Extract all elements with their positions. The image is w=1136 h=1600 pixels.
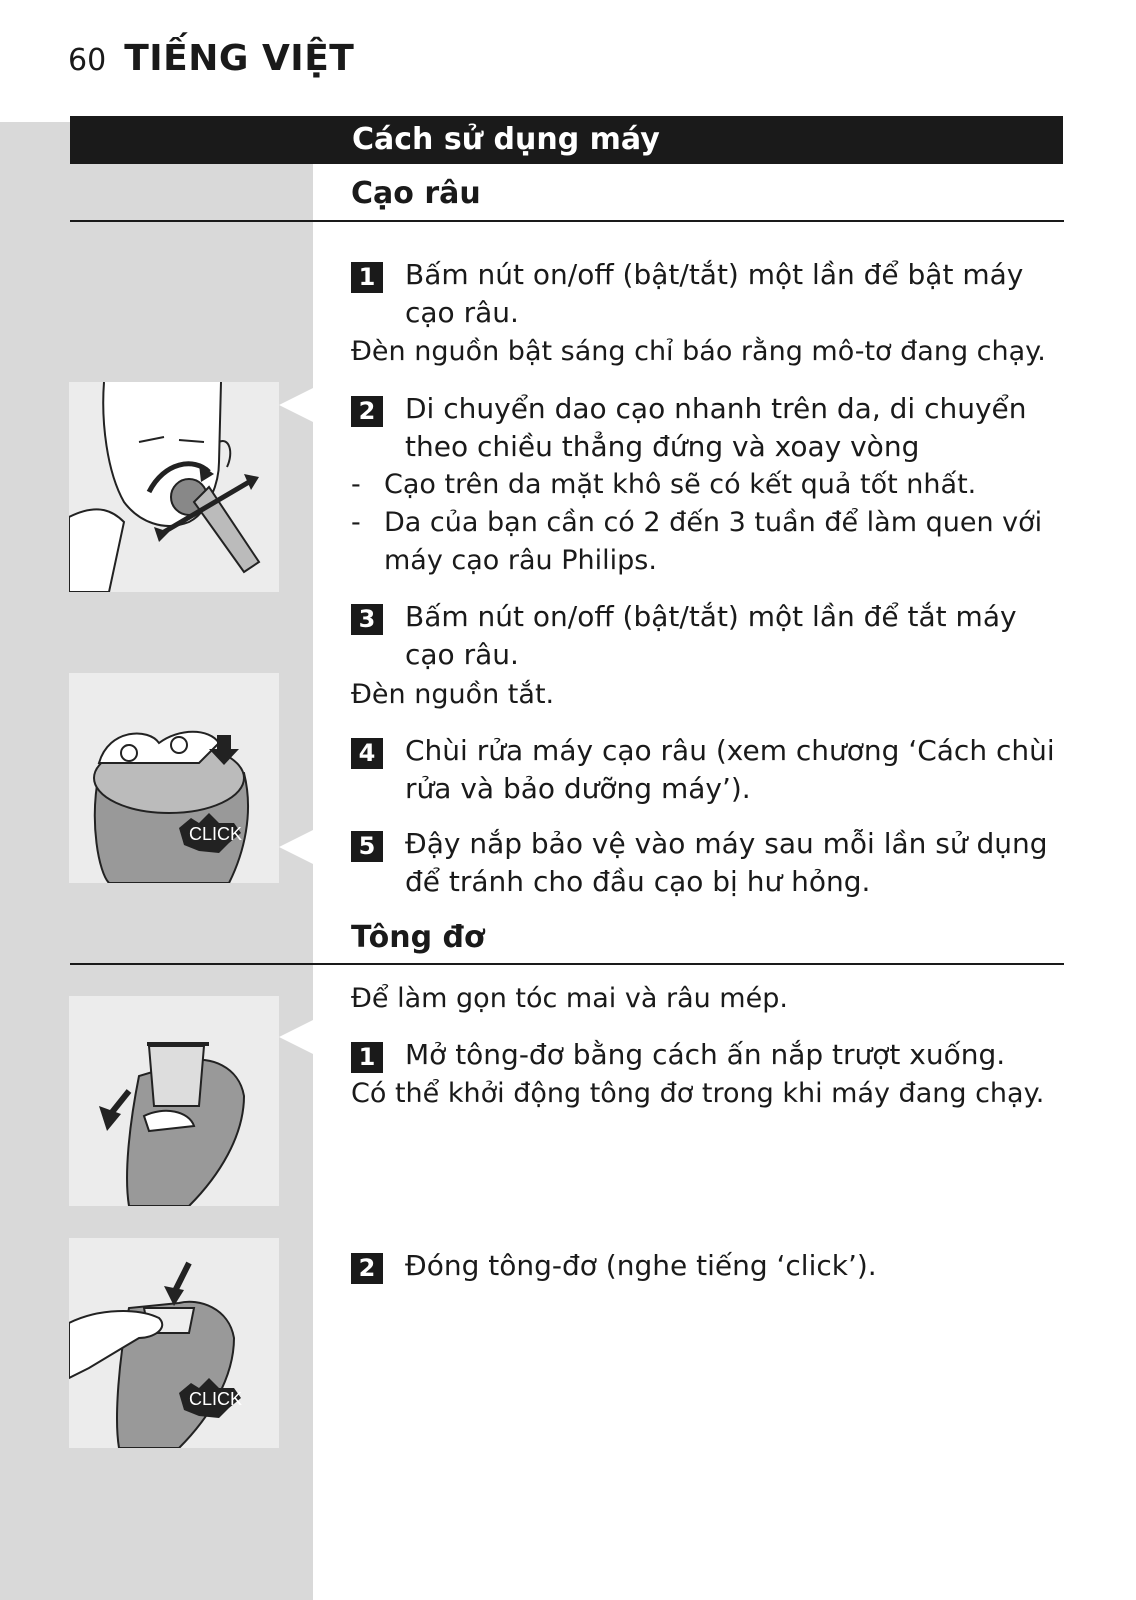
shaving-step-1 [351,256,1071,332]
bullet-text: Da của bạn cần có 2 đến 3 tuần để làm quen với máy cạo râu Philips. [384,507,1043,576]
trimmer-open-illustration [69,996,279,1206]
step-number: 2 [351,1253,383,1284]
trimmer-heading: Tông đơ [351,920,485,955]
bullet-text: Cạo trên da mặt khô sẽ có kết quả tốt nhất. [384,469,977,500]
trimmer-intro: Để làm gọn tóc mai và râu mép. [351,983,788,1014]
cap-click-drawing [69,673,279,883]
face-shaving-drawing [69,382,279,592]
trimmer-note-1: Có thể khởi động tông đơ trong khi máy đang chạy. [351,1078,1045,1109]
callout-pointer [279,830,313,864]
shaving-step-5 [351,825,1071,901]
callout-pointer [279,1020,313,1054]
trimmer-rule [70,963,1064,965]
step-text: Di chuyển dao cạo nhanh trên da, di chuyển theo chiều thẳng đứng và xoay vòng [405,392,1027,463]
step-text: Đậy nắp bảo vệ vào máy sau mỗi lần sử dụng để tránh cho đầu cạo bị hư hỏng. [405,827,1048,898]
page-header [68,38,354,79]
section-title: Cách sử dụng máy [352,122,660,157]
step-number: 2 [351,396,383,427]
shaving-rule [70,220,1064,222]
trimmer-step-1 [351,1036,1071,1074]
step-text: Chùi rửa máy cạo râu (xem chương ‘Cách chùi rửa và bảo dưỡng máy’). [405,734,1055,805]
trimmer-close-illustration [69,1238,279,1448]
step-text: Bấm nút on/off (bật/tắt) một lần để tắt máy cạo râu. [405,600,1017,671]
language-title: TIẾNG VIỆT [124,38,355,79]
section-title-bar [70,116,1063,164]
trimmer-open-drawing [69,996,279,1206]
page-number: 60 [68,43,107,78]
step-number: 1 [351,262,383,293]
shaving-step-2 [351,390,1071,466]
shaving-bullet-1: - Cạo trên da mặt khô sẽ có kết quả tốt nhất. [351,466,1071,504]
step-text: Mở tông-đơ bằng cách ấn nắp trượt xuống. [405,1038,1006,1071]
trimmer-close-drawing [69,1238,279,1448]
shaving-note-3: Đèn nguồn tắt. [351,679,555,710]
trimmer-step-2 [351,1247,1071,1285]
shaving-note-1: Đèn nguồn bật sáng chỉ báo rằng mô-tơ đang chạy. [351,336,1046,367]
shaving-heading: Cạo râu [351,176,481,211]
shaving-step-4 [351,732,1071,808]
shaving-bullet-2: - Da của bạn cần có 2 đến 3 tuần để làm quen với máy cạo râu Philips. [351,504,1071,580]
shaving-face-illustration [69,382,279,592]
step-text: Bấm nút on/off (bật/tắt) một lần để bật máy cạo râu. [405,258,1024,329]
shaving-step-3 [351,598,1071,674]
cap-illustration [69,673,279,883]
step-number: 4 [351,738,383,769]
callout-pointer [279,388,313,422]
click-label: CLICK [189,1389,243,1409]
step-number: 1 [351,1042,383,1073]
step-text: Đóng tông-đơ (nghe tiếng ‘click’). [405,1249,877,1282]
click-label: CLICK [189,824,243,844]
step-number: 5 [351,831,383,862]
step-number: 3 [351,604,383,635]
